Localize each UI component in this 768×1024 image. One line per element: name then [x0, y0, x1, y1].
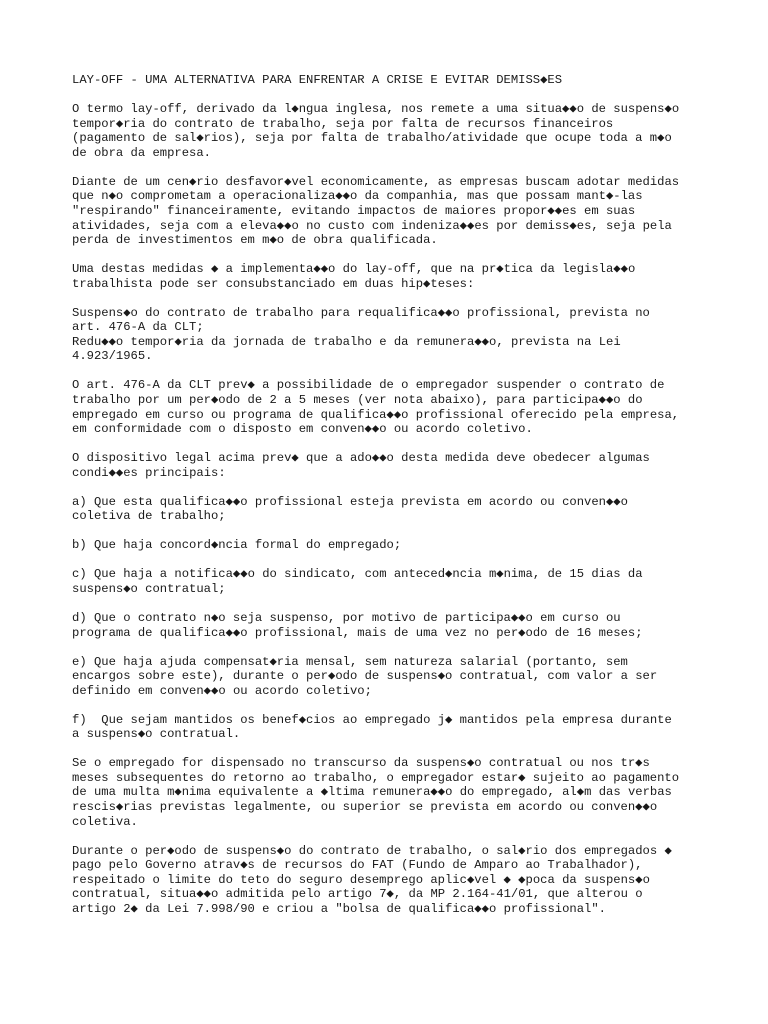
paragraph-dismissal: Se o empregado for dispensado no transcurso da suspens◆o contratual ou nos tr◆s meses subsequentes do retorno ao trabalho, o empregador estar◆ sujeito ao pagamento de uma multa m◆nima equivalente a ◆ltima remunera◆◆o do empregado, al◆m das verbas rescis◆rias previstas legalmente, ou superior se prevista em acordo ou conven◆◆o coletiva.: [72, 756, 680, 829]
document-page: [72, 73, 752, 931]
paragraph-hypotheses: Suspens◆o do contrato de trabalho para requalifica◆◆o profissional, prevista no art. 476-A da CLT; Redu◆◆o tempor◆ria da jornada de trabalho e da remunera◆◆o, prevista na Lei 4.923/1965.: [72, 305, 650, 364]
list-item-f: f) Que sejam mantidos os benef◆cios ao empregado j◆ mantidos pela empresa durante a suspens◆o contratual.: [72, 712, 672, 742]
paragraph-context: Diante de um cen◆rio desfavor◆vel economicamente, as empresas buscam adotar medidas que n◆o comprometam a operacionaliza◆◆o da companhia, mas que possam mant◆-las "respirando" financeiramente, evitando impactos de maiores propor◆◆es em suas atividades, seja com a eleva◆◆o no custo com indeniza◆◆es por demiss◆es, seja pela perda de investimentos em m◆o de obra qualificada.: [72, 174, 680, 248]
list-item-a: a) Que esta qualifica◆◆o profissional esteja prevista em acordo ou conven◆◆o coletiva de trabalho;: [72, 494, 628, 524]
paragraph-conditions: O dispositivo legal acima prev◆ que a ado◆◆o desta medida deve obedecer algumas condi◆◆es principais:: [72, 451, 650, 480]
list-item-d: d) Que o contrato n◆o seja suspenso, por motivo de participa◆◆o em curso ou programa de qualifica◆◆o profissional, mais de uma vez no per◆odo de 16 meses;: [72, 610, 643, 640]
list-item-e: e) Que haja ajuda compensat◆ria mensal, sem natureza salarial (portanto, sem encargos sobre este), durante o per◆odo de suspens◆o contratual, com valor a ser definido em conven◆◆o ou acordo coletivo;: [72, 654, 658, 698]
paragraph-art-476a: O art. 476-A da CLT prev◆ a possibilidade de o empregador suspender o contrato de trabalho por um per◆odo de 2 a 5 meses (ver nota abaixo), para participa◆◆o do empregado em curso ou programa de qualifica◆◆o profissional oferecido pela empresa, em conformidade com o disposto em conven◆◆o ou acordo coletivo.: [72, 378, 680, 437]
list-item-c: c) Que haja a notifica◆◆o do sindicato, com anteced◆ncia m◆nima, de 15 dias da suspens◆o contratual;: [72, 567, 643, 596]
list-item-b: b) Que haja concord◆ncia formal do empregado;: [72, 538, 402, 553]
paragraph-fat: Durante o per◆odo de suspens◆o do contrato de trabalho, o sal◆rio dos empregados ◆ pago pelo Governo atrav◆s de recursos do FAT (Fundo de Amparo ao Trabalhador), respeitado o limite do teto do seguro desemprego aplic◆vel ◆ ◆poca da suspens◆o contratual, situa◆◆o admitida pelo artigo 7◆, da MP 2.164-41/01, que alterou o artigo 2◆ da Lei 7.998/90 e criou a "bolsa de qualifica◆◆o profissional".: [72, 843, 672, 916]
document-title: LAY-OFF - UMA ALTERNATIVA PARA ENFRENTAR A CRISE E EVITAR DEMISS◆ES: [72, 73, 563, 87]
paragraph-intro: O termo lay-off, derivado da l◆ngua inglesa, nos remete a uma situa◆◆o de suspens◆o tempor◆ria do contrato de trabalho, seja por falta de recursos financeiros (pagamento de sal◆rios), seja por falta de trabalho/atividade que ocupe toda a m◆o de obra da empresa.: [72, 101, 680, 160]
paragraph-measures: Uma destas medidas ◆ a implementa◆◆o do lay-off, que na pr◆tica da legisla◆◆o trabalhista pode ser consubstanciado em duas hip◆teses:: [72, 262, 636, 291]
